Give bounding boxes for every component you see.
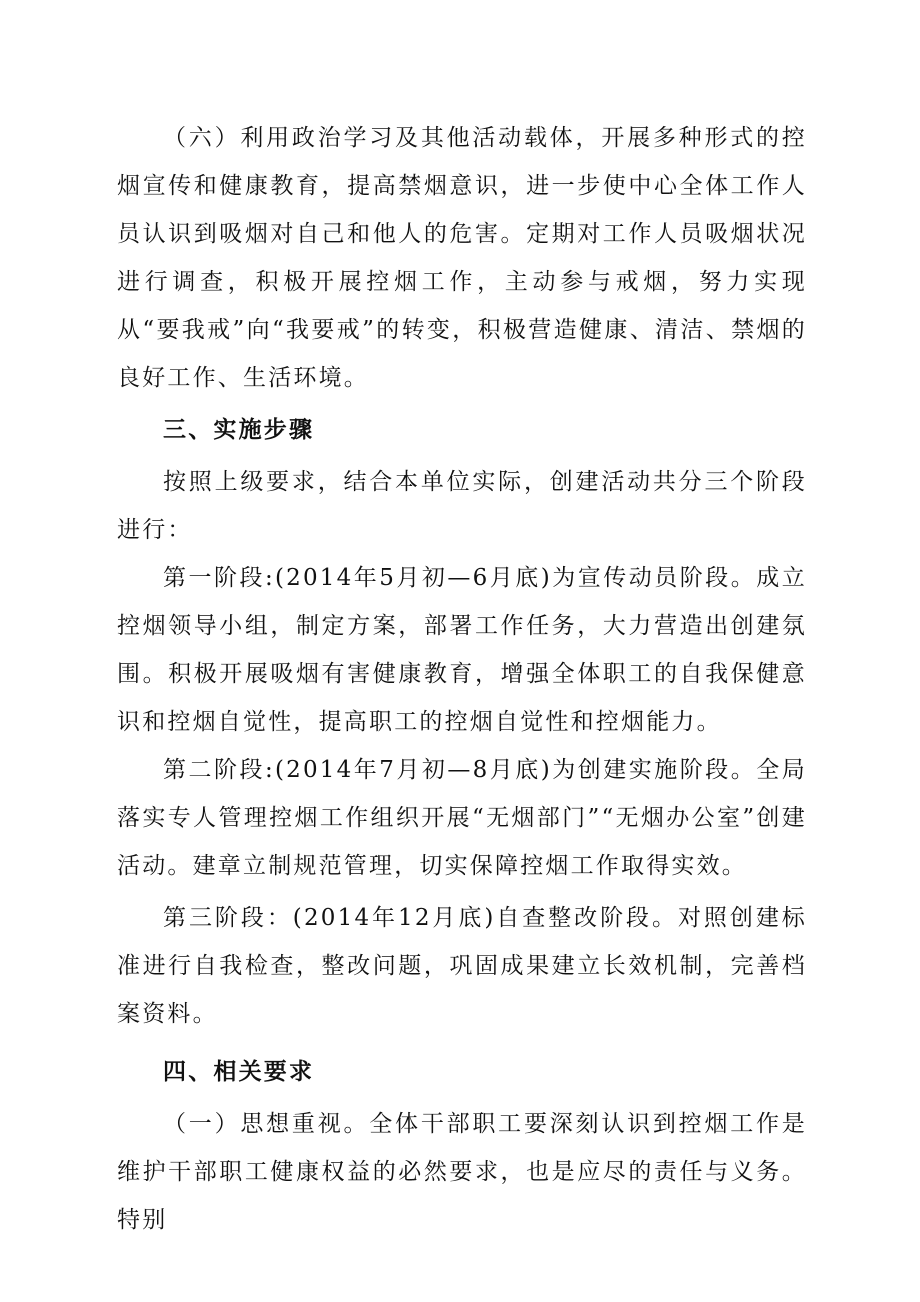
requirement-1-paragraph: （一）思想重视。全体干部职工要深刻认识到控烟工作是维护干部职工健康权益的必然要求，也是应尽的责任与义务。特别: [117, 1111, 807, 1233]
document-body: [117, 114, 807, 1244]
stage-2-paragraph: 第二阶段:(2014年7月初—8月底)为创建实施阶段。全局落实专人管理控烟工作组织开展“无烟部门”“无烟办公室”创建活动。建章立制规范管理，切实保障控烟工作取得实效。: [117, 757, 807, 879]
stage-3-paragraph: 第三阶段：(2014年12月底)自查整改阶段。对照创建标准进行自我检查，整改问题，巩固成果建立长效机制，完善档案资料。: [117, 905, 807, 1027]
section-heading-3: 三、实施步骤: [163, 417, 315, 443]
section-3-intro: 按照上级要求，结合本单位实际，创建活动共分三个阶段进行：: [117, 469, 807, 543]
paragraph-item-6: （六）利用政治学习及其他活动载体，开展多种形式的控烟宣传和健康教育，提高禁烟意识，进一步使中心全体工作人员认识到吸烟对自己和他人的危害。定期对工作人员吸烟状况进行调查，积极开展控烟工作，主动参与戒烟，努力实现从“要我戒”向“我要戒”的转变，积极营造健康、清洁、禁烟的良好工作、生活环境。: [117, 125, 807, 391]
spacer: [117, 1038, 807, 1048]
stage-1-paragraph: 第一阶段:(2014年5月初—6月底)为宣传动员阶段。成立控烟领导小组，制定方案，部署工作任务，大力营造出创建氛围。积极开展吸烟有害健康教育，增强全体职工的自我保健意识和控烟自觉性，提高职工的控烟自觉性和控烟能力。: [117, 565, 807, 735]
section-heading-4: 四、相关要求: [163, 1059, 315, 1085]
